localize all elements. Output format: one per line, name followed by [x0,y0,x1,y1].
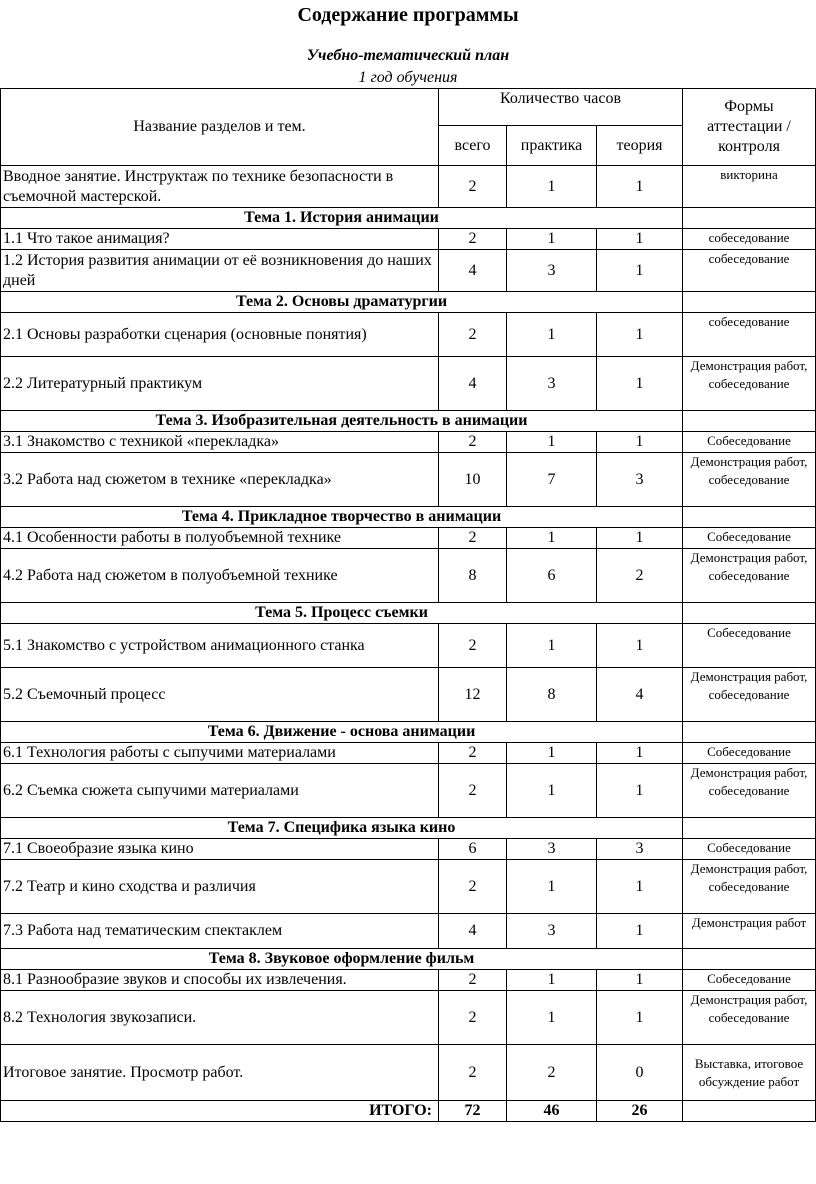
row-name: 6.2 Съемка сюжета сыпучими материалами [1,764,439,818]
topic-row [1,208,816,229]
row-theory: 1 [597,914,683,949]
col-theory-header: теория [597,126,683,166]
row-form: Демонстрация работ, собеседование [683,860,816,914]
topic-form-empty [683,818,816,839]
row-form: Собеседование [683,970,816,991]
topic-form-empty [683,603,816,624]
row-name: 6.1 Технология работы с сыпучими материалами [1,743,439,764]
lesson-row [1,764,816,818]
page-title: Содержание программы [297,4,519,26]
curriculum-table [0,88,816,1122]
lesson-row [1,549,816,603]
row-name: 2.1 Основы разработки сценария (основные понятия) [1,313,439,357]
lesson-row [1,250,816,292]
row-total: 2 [439,166,507,208]
row-theory: 1 [597,860,683,914]
plan-subtitle: Учебно-тематический план [306,47,510,64]
row-name: 5.2 Съемочный процесс [1,668,439,722]
topic-row [1,949,816,970]
lesson-row [1,991,816,1045]
row-practice: 1 [507,432,597,453]
row-total: 12 [439,668,507,722]
topic-row [1,411,816,432]
row-name: Итоговое занятие. Просмотр работ. [1,1045,439,1101]
row-total: 4 [439,357,507,411]
row-theory: 1 [597,991,683,1045]
topic-title: Тема 8. Звуковое оформление фильм [1,949,683,970]
row-name: 5.1 Знакомство с устройством анимационного станка [1,624,439,668]
row-form: Демонстрация работ, собеседование [683,991,816,1045]
total-practice: 46 [507,1101,597,1122]
row-practice: 7 [507,453,597,507]
row-form: Выставка, итоговое обсуждение работ [683,1045,816,1101]
topic-row [1,507,816,528]
row-name: 7.1 Своеобразие языка кино [1,839,439,860]
row-name: 7.2 Театр и кино сходства и различия [1,860,439,914]
row-name: 8.2 Технология звукозаписи. [1,991,439,1045]
lesson-row [1,970,816,991]
row-theory: 0 [597,1045,683,1101]
lesson-row [1,528,816,549]
row-theory: 4 [597,668,683,722]
row-practice: 1 [507,166,597,208]
row-theory: 3 [597,839,683,860]
row-form: Собеседование [683,624,816,668]
row-total: 2 [439,991,507,1045]
row-practice: 3 [507,839,597,860]
row-practice: 1 [507,313,597,357]
row-total: 6 [439,839,507,860]
row-theory: 1 [597,624,683,668]
lesson-row [1,313,816,357]
total-row [1,1101,816,1122]
row-theory: 1 [597,229,683,250]
row-name: 3.2 Работа над сюжетом в технике «перекладка» [1,453,439,507]
row-form: собеседование [683,313,816,357]
lesson-row [1,229,816,250]
row-practice: 1 [507,229,597,250]
row-practice: 3 [507,250,597,292]
row-practice: 1 [507,764,597,818]
col-total-header: всего [439,126,507,166]
row-total: 2 [439,860,507,914]
row-total: 2 [439,432,507,453]
row-practice: 8 [507,668,597,722]
topic-form-empty [683,292,816,313]
col-name-header: Название разделов и тем. [1,89,439,166]
row-practice: 2 [507,1045,597,1101]
intro-row [1,166,816,208]
row-total: 8 [439,549,507,603]
header-row [1,89,816,126]
row-form: собеседование [683,250,816,292]
total-label: ИТОГО: [1,1101,439,1122]
row-form: викторина [683,166,816,208]
row-theory: 1 [597,357,683,411]
row-total: 4 [439,914,507,949]
row-practice: 1 [507,860,597,914]
lesson-row [1,357,816,411]
row-practice: 6 [507,549,597,603]
row-name: 3.1 Знакомство с техникой «перекладка» [1,432,439,453]
row-form: Собеседование [683,432,816,453]
row-total: 4 [439,250,507,292]
row-name: 4.2 Работа над сюжетом в полуобъемной технике [1,549,439,603]
row-total: 2 [439,1045,507,1101]
row-form: Собеседование [683,839,816,860]
topic-form-empty [683,411,816,432]
row-total: 2 [439,624,507,668]
row-theory: 1 [597,313,683,357]
row-name: 8.1 Разнообразие звуков и способы их извлечения. [1,970,439,991]
topic-title: Тема 2. Основы драматургии [1,292,683,313]
row-total: 2 [439,229,507,250]
row-form: Демонстрация работ, собеседование [683,357,816,411]
lesson-row [1,432,816,453]
topic-title: Тема 7. Специфика языка кино [1,818,683,839]
study-year: 1 год обучения [358,69,458,86]
row-total: 2 [439,970,507,991]
row-total: 2 [439,528,507,549]
col-forms-header: Формы аттестации / контроля [683,89,816,166]
topic-form-empty [683,722,816,743]
row-name: 7.3 Работа над тематическим спектаклем [1,914,439,949]
lesson-row [1,453,816,507]
row-theory: 1 [597,528,683,549]
row-total: 10 [439,453,507,507]
final-row [1,1045,816,1101]
row-theory: 1 [597,250,683,292]
topic-title: Тема 3. Изобразительная деятельность в анимации [1,411,683,432]
topic-row [1,292,816,313]
row-theory: 3 [597,453,683,507]
col-hours-header: Количество часов [439,89,683,126]
row-form: Демонстрация работ, собеседование [683,453,816,507]
row-form: Демонстрация работ, собеседование [683,549,816,603]
row-form: собеседование [683,229,816,250]
topic-form-empty [683,208,816,229]
row-name: Вводное занятие. Инструктаж по технике безопасности в съемочной мастерской. [1,166,439,208]
row-form: Демонстрация работ, собеседование [683,668,816,722]
row-theory: 2 [597,549,683,603]
total-form-empty [683,1101,816,1122]
row-practice: 1 [507,528,597,549]
lesson-row [1,743,816,764]
row-name: 4.1 Особенности работы в полуобъемной технике [1,528,439,549]
row-total: 2 [439,743,507,764]
row-practice: 3 [507,914,597,949]
topic-title: Тема 6. Движение - основа анимации [1,722,683,743]
row-total: 2 [439,764,507,818]
row-form: Демонстрация работ [683,914,816,949]
row-theory: 1 [597,970,683,991]
row-practice: 1 [507,743,597,764]
row-form: Собеседование [683,743,816,764]
row-theory: 1 [597,743,683,764]
row-theory: 1 [597,432,683,453]
lesson-row [1,860,816,914]
topic-row [1,722,816,743]
row-practice: 1 [507,991,597,1045]
topic-title: Тема 5. Процесс съемки [1,603,683,624]
lesson-row [1,839,816,860]
row-theory: 1 [597,764,683,818]
row-practice: 3 [507,357,597,411]
topic-title: Тема 1. История анимации [1,208,683,229]
topic-row [1,603,816,624]
row-name: 1.2 История развития анимации от её возникновения до наших дней [1,250,439,292]
row-practice: 1 [507,624,597,668]
total-hours: 72 [439,1101,507,1122]
lesson-row [1,914,816,949]
row-form: Демонстрация работ, собеседование [683,764,816,818]
topic-form-empty [683,949,816,970]
topic-row [1,818,816,839]
lesson-row [1,668,816,722]
row-theory: 1 [597,166,683,208]
row-practice: 1 [507,970,597,991]
row-form: Собеседование [683,528,816,549]
lesson-row [1,624,816,668]
topic-title: Тема 4. Прикладное творчество в анимации [1,507,683,528]
row-total: 2 [439,313,507,357]
total-theory: 26 [597,1101,683,1122]
topic-form-empty [683,507,816,528]
col-practice-header: практика [507,126,597,166]
row-name: 2.2 Литературный практикум [1,357,439,411]
row-name: 1.1 Что такое анимация? [1,229,439,250]
